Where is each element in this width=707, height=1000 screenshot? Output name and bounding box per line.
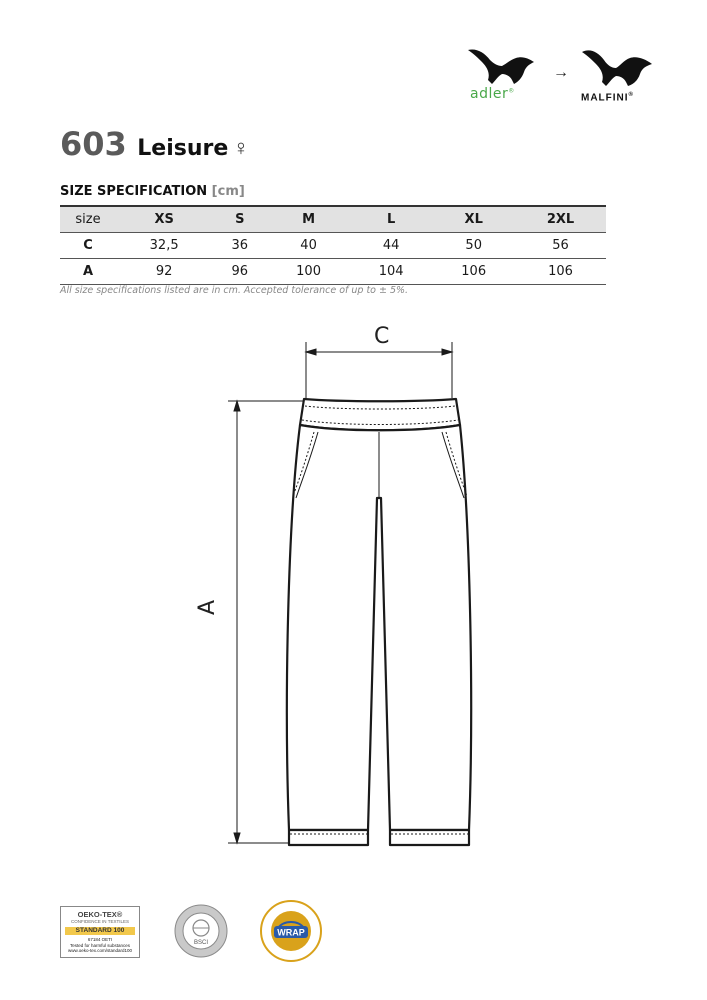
table-cell: 32,5 — [149, 238, 179, 253]
dim-c-arrow-left — [306, 349, 316, 355]
size-header-cell: 2XL — [546, 212, 575, 227]
table-cell: 96 — [231, 264, 249, 279]
dim-a-arrow-bottom — [234, 833, 240, 843]
rebrand-arrow: → — [553, 64, 569, 81]
table-cell: 50 — [465, 238, 482, 253]
size-header-cell: M — [302, 212, 316, 227]
left-cuff — [289, 830, 368, 845]
dim-a-arrow-top — [234, 401, 240, 411]
row-label: A — [82, 264, 94, 279]
wrap-seal-icon — [260, 900, 322, 962]
table-cell: 100 — [296, 264, 321, 279]
size-header-cell: size — [75, 212, 101, 227]
spec-unit: [cm] — [211, 184, 245, 199]
product-number: 603 — [60, 125, 127, 163]
size-header-cell: XS — [154, 212, 174, 227]
size-header-cell: S — [235, 212, 245, 227]
tolerance-note: All size specifications listed are in cm. Accepted tolerance of up to ± 5%. — [60, 285, 409, 296]
row-label: C — [83, 238, 93, 253]
dimension-label-c: C — [374, 324, 390, 349]
wrap-label: WRAP — [277, 927, 305, 938]
table-cell: 36 — [231, 238, 249, 253]
table-cell: 104 — [378, 264, 404, 279]
malfini-brand-name: MALFINI® — [581, 92, 634, 104]
table-cell: 40 — [300, 238, 317, 253]
size-header-cell: XL — [464, 212, 483, 227]
spec-heading: SIZE SPECIFICATION [cm] — [60, 184, 245, 199]
product-name: Leisure — [137, 136, 229, 161]
dimension-label-a: A — [195, 599, 221, 616]
size-header-cell: L — [386, 212, 396, 227]
table-cell: 92 — [155, 264, 173, 279]
oeko-tex-badge: OEKO-TEX® CONFIDENCE IN TEXTILES STANDARD 100 67184 OETI Tested for harmful substances www.oeko-tex.com/standard100 — [60, 906, 140, 958]
waistband — [300, 399, 460, 430]
female-symbol-icon: ♀ — [232, 135, 250, 160]
dim-c-arrow-right — [442, 349, 452, 355]
bsci-seal-icon — [174, 904, 228, 958]
bsci-label: BSCI — [193, 940, 209, 946]
table-cell: 56 — [552, 238, 569, 253]
table-cell: 106 — [461, 264, 487, 279]
adler-brand-name: adler® — [470, 86, 515, 102]
right-cuff — [390, 830, 469, 845]
table-cell: 106 — [548, 264, 573, 279]
table-cell: 44 — [382, 238, 400, 253]
